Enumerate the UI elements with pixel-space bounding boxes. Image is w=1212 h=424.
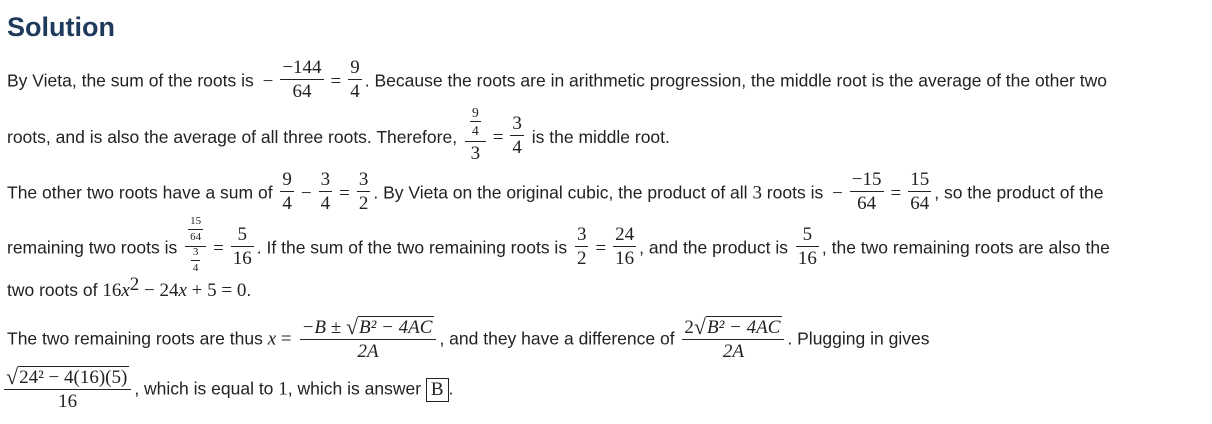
math-var: x bbox=[178, 280, 187, 301]
fraction bbox=[280, 58, 323, 102]
text: . Plugging in gives bbox=[787, 328, 930, 349]
denominator: 64 bbox=[280, 79, 323, 102]
text: , so the product of the bbox=[934, 182, 1104, 203]
numerator bbox=[300, 314, 437, 339]
radicand: B² − 4AC bbox=[707, 317, 781, 338]
inner-fraction bbox=[470, 106, 481, 138]
numerator: 9 bbox=[350, 57, 360, 78]
math-eq: = bbox=[330, 70, 342, 92]
numerator: 3 bbox=[320, 169, 331, 190]
math-var: x bbox=[267, 328, 277, 350]
denominator: 16 bbox=[232, 248, 252, 270]
math-neg: − bbox=[262, 70, 274, 92]
math-number: 3 bbox=[752, 182, 762, 204]
numerator: 24 bbox=[615, 224, 635, 246]
paragraph-3-line-2 bbox=[4, 366, 453, 414]
text: . Because the roots are in arithmetic progression, the middle root is the average of the other two bbox=[364, 70, 1107, 91]
denominator: 64 bbox=[850, 191, 884, 214]
evaluated-fraction bbox=[4, 364, 131, 412]
math-eq: = bbox=[276, 328, 292, 350]
numerator: 3 bbox=[576, 224, 587, 246]
math-term: + 5 = 0 bbox=[186, 280, 247, 301]
fraction bbox=[319, 170, 333, 214]
math-number: 1 bbox=[278, 378, 288, 400]
numerator bbox=[185, 215, 206, 246]
math-eq: = bbox=[492, 126, 504, 148]
text: , and the product is bbox=[639, 237, 793, 258]
text: , the two remaining roots are also the bbox=[821, 237, 1110, 258]
numerator: 3 bbox=[192, 246, 199, 259]
text: . bbox=[448, 378, 454, 399]
solution-heading: Solution bbox=[7, 12, 115, 42]
math-eq: = bbox=[595, 237, 607, 259]
denominator: 4 bbox=[192, 261, 199, 274]
denominator: 4 bbox=[471, 123, 479, 139]
math-term: −B ± bbox=[301, 317, 346, 338]
denominator: 4 bbox=[282, 192, 292, 214]
math-minus: − bbox=[300, 182, 312, 204]
text: roots, and is also the average of all three roots. Therefore, bbox=[7, 126, 462, 147]
text: The other two roots have a sum of bbox=[7, 182, 278, 203]
text: remaining two roots is bbox=[7, 237, 183, 258]
paragraph-2-line-1 bbox=[7, 169, 1104, 216]
fraction bbox=[357, 170, 371, 214]
inner-fraction bbox=[188, 216, 203, 243]
paragraph-3-line-1 bbox=[7, 316, 929, 364]
fraction bbox=[510, 114, 524, 158]
denominator: 16 bbox=[797, 248, 817, 270]
numerator: 3 bbox=[512, 113, 522, 135]
numerator bbox=[682, 314, 784, 339]
math-coef: 16 bbox=[102, 280, 122, 301]
numerator: 5 bbox=[237, 224, 248, 246]
denominator: 4 bbox=[350, 80, 360, 102]
text: , and they have a difference of bbox=[439, 328, 680, 349]
math-eq: = bbox=[339, 182, 350, 204]
numerator: 15 bbox=[910, 169, 930, 190]
text: . bbox=[246, 280, 252, 300]
denominator: 4 bbox=[320, 192, 331, 214]
fraction bbox=[908, 170, 931, 214]
denominator: 16 bbox=[615, 248, 635, 270]
text: , which is answer bbox=[287, 378, 426, 399]
math-neg: − bbox=[832, 182, 843, 204]
text: By Vieta, the sum of the roots is bbox=[7, 70, 259, 91]
radical-sign: √ bbox=[6, 364, 19, 389]
inner-fraction bbox=[191, 247, 201, 274]
quadratic-formula bbox=[300, 314, 437, 362]
paragraph-2-line-2 bbox=[7, 215, 1110, 278]
denominator: 64 bbox=[910, 192, 930, 214]
denominator: 4 bbox=[512, 137, 522, 159]
denominator: 2 bbox=[358, 192, 369, 214]
denominator: 2A bbox=[300, 339, 437, 362]
fraction bbox=[613, 225, 636, 269]
numerator: −144 bbox=[282, 57, 322, 78]
numerator bbox=[4, 364, 131, 389]
numerator: −15 bbox=[851, 169, 882, 190]
radical-sign: √ bbox=[693, 314, 706, 339]
answer-box: B bbox=[426, 378, 449, 403]
math-var: x bbox=[121, 280, 130, 301]
denominator: 2 bbox=[576, 248, 587, 270]
fraction bbox=[575, 225, 589, 269]
paragraph-2-line-3 bbox=[7, 274, 252, 301]
denominator: 2A bbox=[682, 339, 784, 362]
numerator: 5 bbox=[802, 224, 813, 246]
radical-sign: √ bbox=[345, 314, 359, 339]
fraction bbox=[280, 170, 294, 214]
complex-fraction bbox=[185, 215, 206, 276]
numerator bbox=[465, 105, 486, 141]
text: two roots of bbox=[7, 280, 103, 300]
math-coef: 2 bbox=[684, 317, 694, 338]
math-exponent: 2 bbox=[129, 274, 140, 295]
numerator: 3 bbox=[358, 169, 369, 190]
numerator: 9 bbox=[282, 169, 292, 190]
paragraph-1-line-2 bbox=[7, 105, 670, 166]
math-eq: = bbox=[213, 237, 224, 259]
square-root bbox=[694, 314, 782, 338]
denominator bbox=[185, 246, 206, 276]
fraction bbox=[231, 225, 254, 269]
complex-fraction bbox=[465, 105, 486, 165]
numerator: 9 bbox=[471, 105, 479, 120]
denominator: 64 bbox=[190, 230, 202, 243]
denominator: 3 bbox=[465, 141, 486, 164]
text: is the middle root. bbox=[526, 126, 670, 147]
text: roots is bbox=[761, 182, 829, 203]
radicand: 24² − 4(16)(5) bbox=[19, 367, 128, 388]
paragraph-1-line-1 bbox=[7, 57, 1107, 104]
text: The two remaining roots are thus bbox=[7, 328, 268, 349]
radicand: B² − 4AC bbox=[359, 317, 433, 338]
math-eq: = bbox=[890, 182, 902, 204]
fraction bbox=[796, 225, 819, 269]
text: , which is equal to bbox=[134, 378, 279, 399]
fraction bbox=[850, 170, 884, 214]
denominator: 16 bbox=[4, 389, 131, 412]
fraction bbox=[348, 58, 362, 102]
text: . If the sum of the two remaining roots is bbox=[256, 237, 572, 258]
numerator: 15 bbox=[190, 215, 202, 227]
math-term: − 24 bbox=[139, 280, 179, 301]
square-root bbox=[346, 314, 434, 338]
difference-formula bbox=[682, 314, 784, 362]
square-root bbox=[6, 364, 129, 388]
text: . By Vieta on the original cubic, the product of all bbox=[373, 182, 753, 203]
